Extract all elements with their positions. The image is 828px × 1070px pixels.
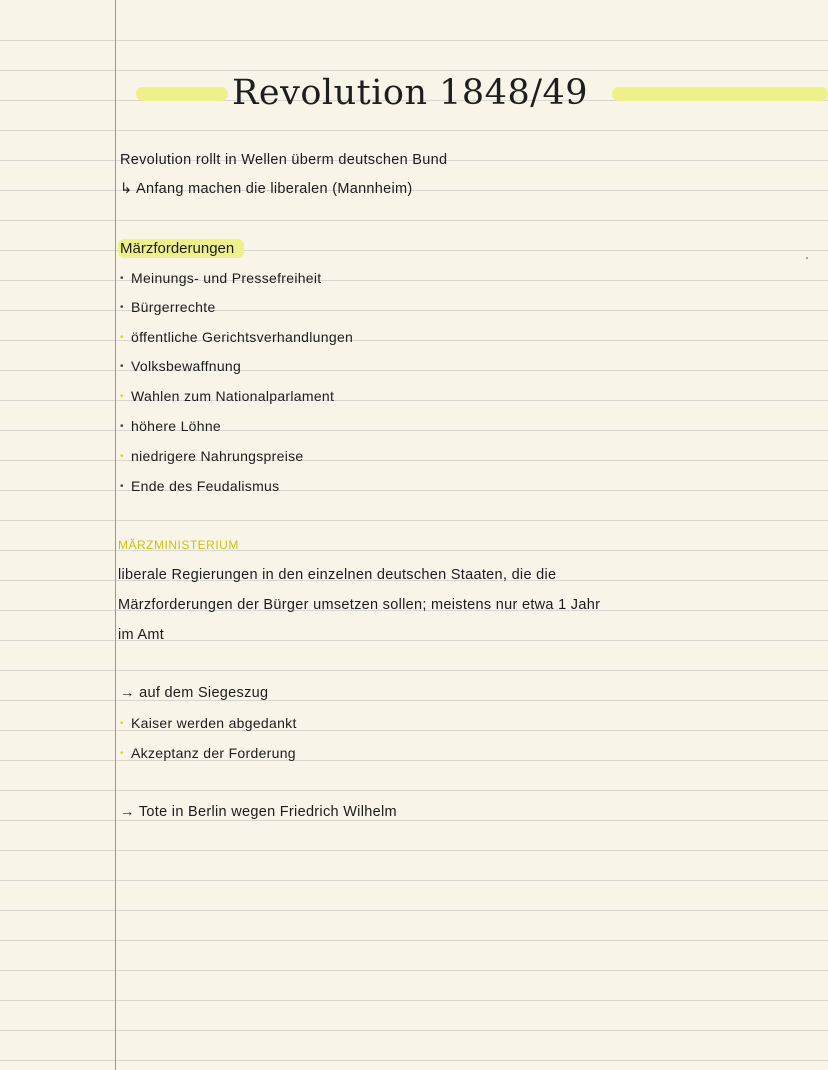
bullet-icon: •	[120, 421, 124, 432]
maerzministerium-heading: MÄRZMINISTERIUM	[118, 538, 239, 552]
margin-line	[115, 0, 116, 1070]
intro-line-1: Revolution rollt in Wellen überm deutschen Bund	[120, 152, 448, 168]
bullet-icon: •	[120, 451, 124, 462]
list-item: • Ende des Feudalismus	[120, 478, 280, 494]
title-highlight-left	[136, 87, 228, 101]
list-item: • niedrigere Nahrungspreise	[120, 448, 304, 464]
list-item: • Wahlen zum Nationalparlament	[120, 388, 335, 404]
list-item: • Bürgerrechte	[120, 299, 216, 315]
bullet-icon: •	[120, 718, 124, 729]
list-item: • Volksbewaffnung	[120, 358, 242, 374]
list-item: • höhere Löhne	[120, 418, 222, 434]
siegeszug-head: → auf dem Siegeszug	[120, 685, 269, 701]
list-item: • Meinungs- und Pressefreiheit	[120, 270, 322, 286]
title-highlight-right	[612, 87, 828, 101]
ministerium-line-2: Märzforderungen der Bürger umsetzen sollen; meistens nur etwa 1 Jahr	[118, 597, 601, 613]
maerzforderungen-heading	[118, 240, 244, 257]
list-item: • öffentliche Gerichtsverhandlungen	[120, 329, 354, 345]
ministerium-line-3: im Amt	[118, 627, 165, 643]
bullet-icon: •	[120, 361, 124, 372]
list-item: • Kaiser werden abgedankt	[120, 715, 297, 731]
bullet-icon: •	[120, 332, 124, 343]
maerzforderungen-heading-text: Märzforderungen	[118, 239, 244, 258]
bullet-icon: •	[120, 273, 124, 284]
bullet-icon: •	[120, 481, 124, 492]
bullet-icon: •	[120, 391, 124, 402]
pen-dot	[806, 257, 808, 259]
list-item: • Akzeptanz der Forderung	[120, 745, 296, 761]
ministerium-line-1: liberale Regierungen in den einzelnen deutschen Staaten, die die	[118, 567, 557, 583]
bullet-icon: •	[120, 748, 124, 759]
berlin-line: → Tote in Berlin wegen Friedrich Wilhelm	[120, 804, 397, 820]
intro-line-2: ↳ Anfang machen die liberalen (Mannheim)	[120, 181, 413, 197]
page-title: Revolution 1848/49	[232, 73, 589, 113]
bullet-icon: •	[120, 302, 124, 313]
